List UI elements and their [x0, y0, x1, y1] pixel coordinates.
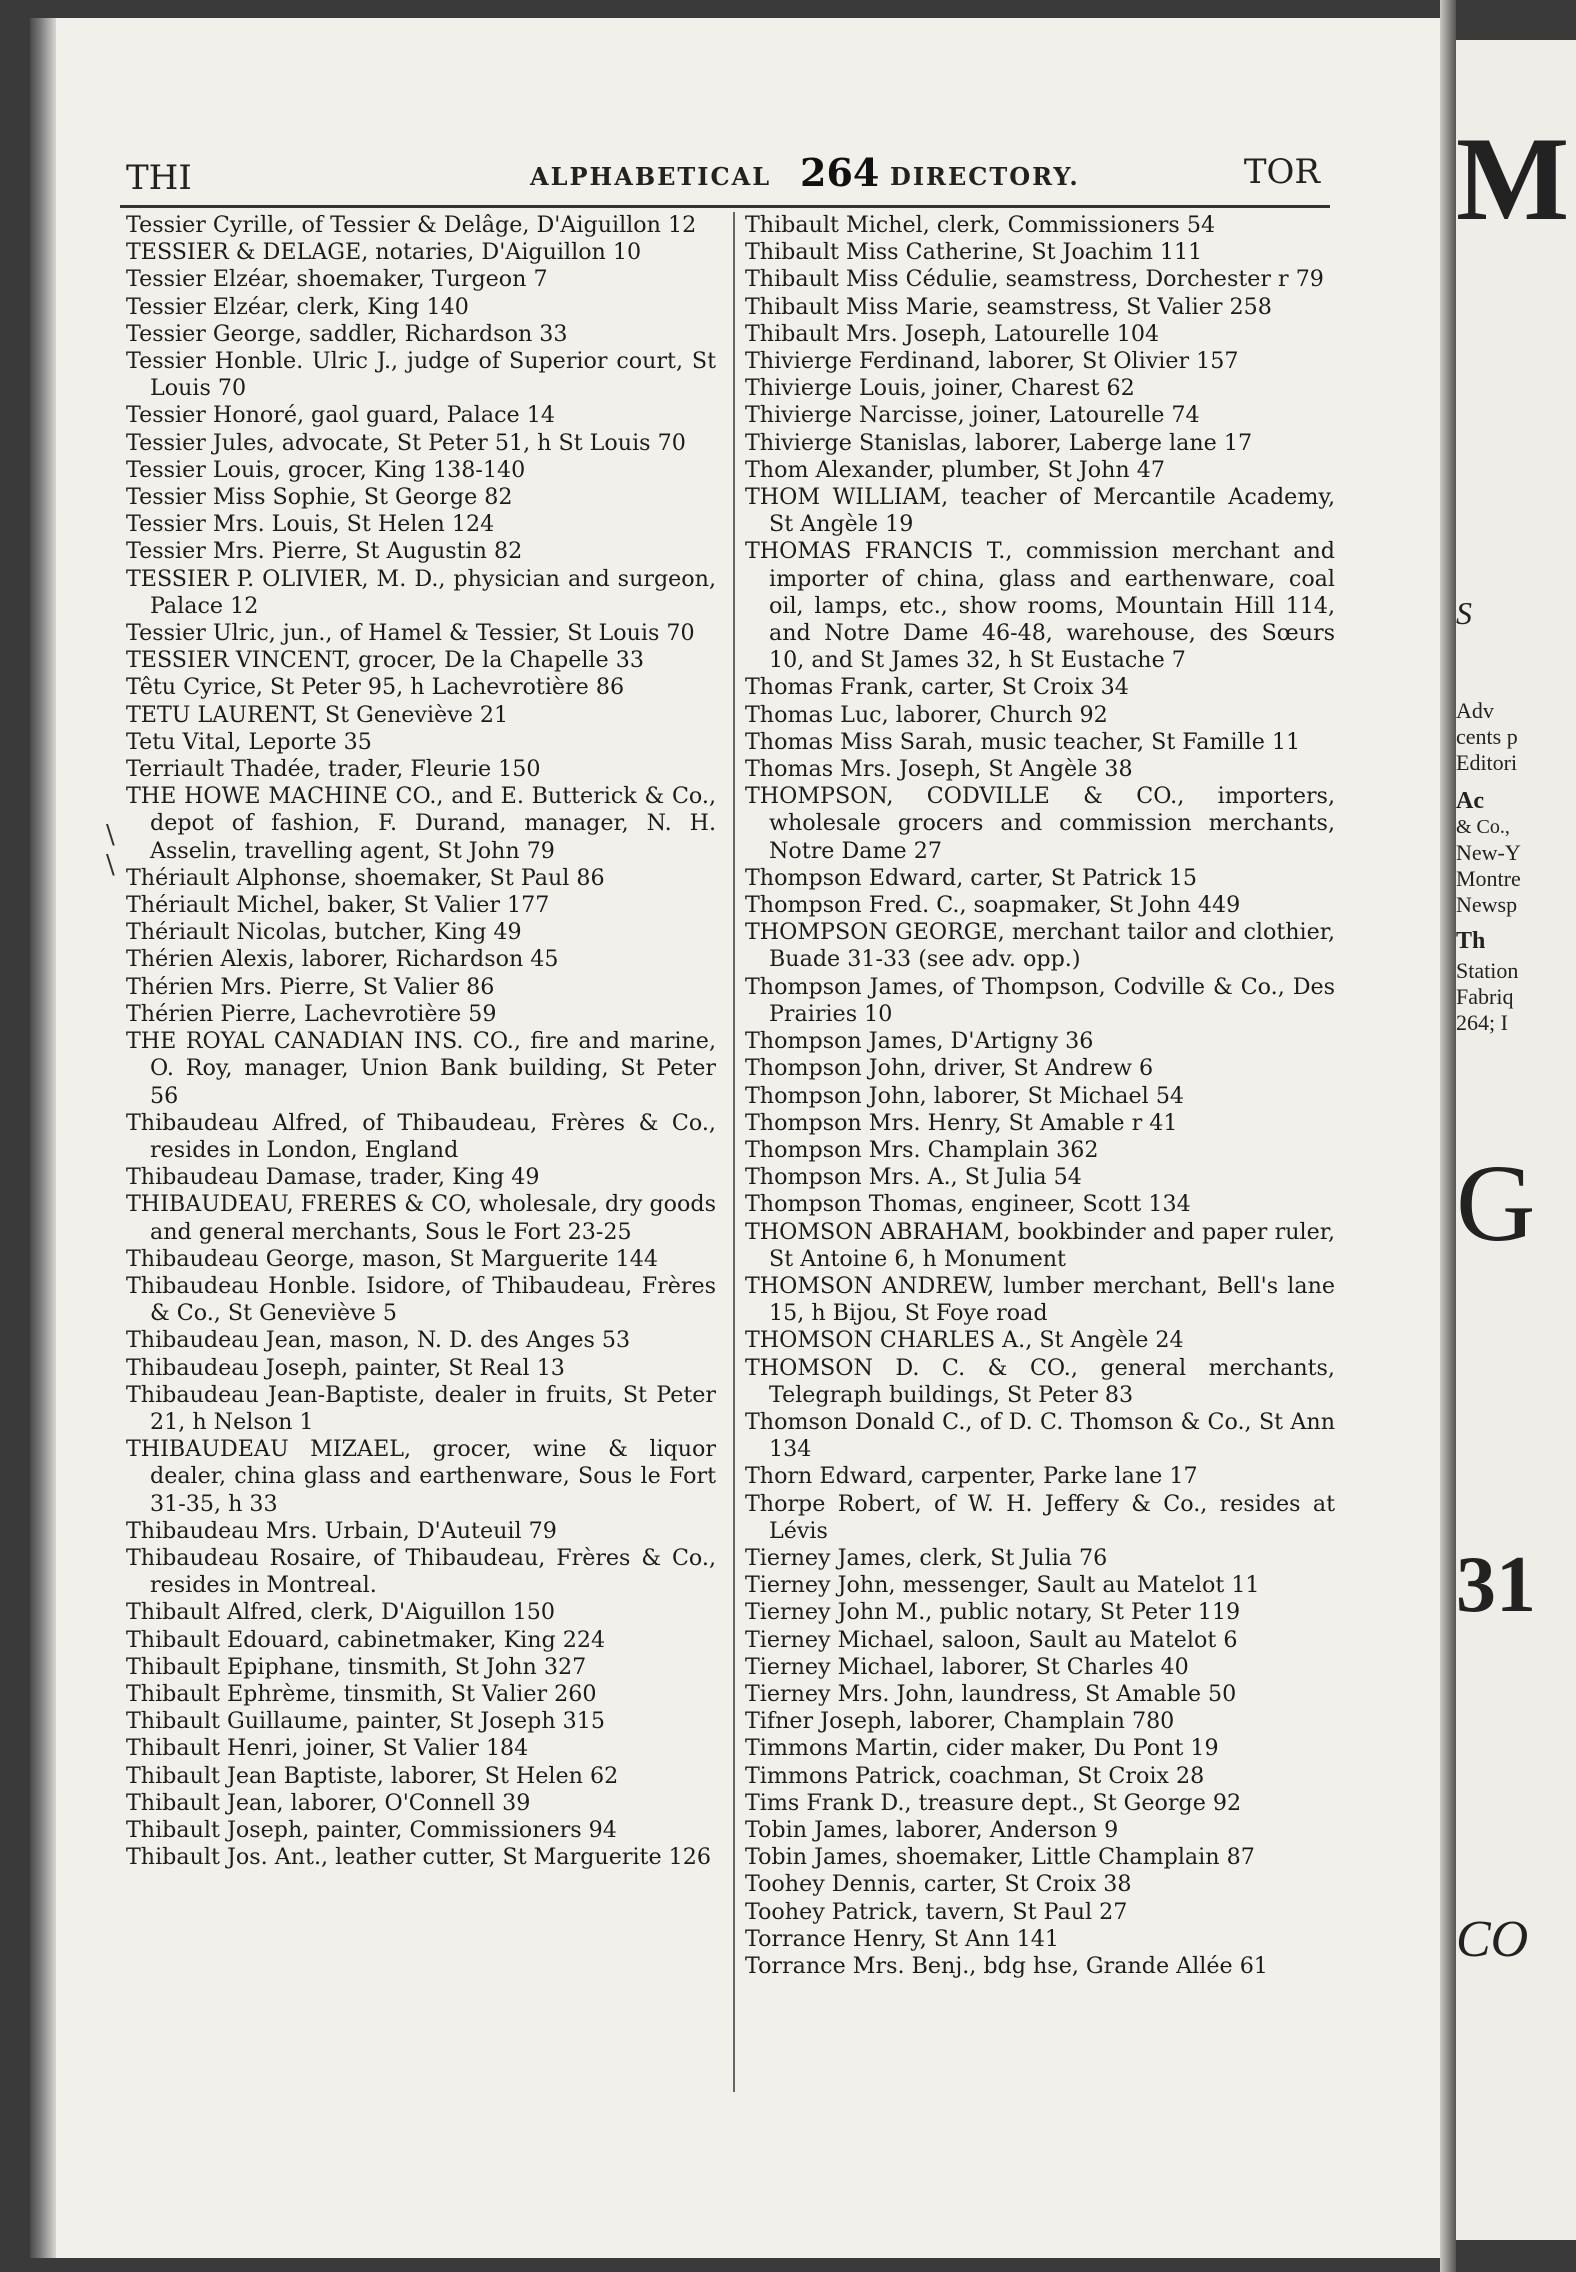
directory-entry: Timmons Patrick, coachman, St Croix 28	[745, 1762, 1205, 1789]
facing-page-text: CO	[1456, 1911, 1529, 1968]
directory-entry: Thivierge Stanislas, laborer, Laberge lane 17	[745, 429, 1253, 456]
page-header	[100, 150, 1330, 200]
directory-entry: Thibault Jos. Ant., leather cutter, St Marguerite 126	[126, 1844, 711, 1871]
directory-entry: Thériault Nicolas, butcher, King 49	[126, 919, 522, 946]
directory-entry: Thibault Miss Marie, seamstress, St Valier 258	[745, 293, 1272, 320]
directory-entry: Timmons Martin, cider maker, Du Pont 19	[745, 1735, 1219, 1762]
right-column	[745, 212, 1335, 1980]
directory-entry: THE HOWE MACHINE CO., and E. Butterick & Co., depot of fashion, F. Durand, manager, N. H. Asselin, travelling agent, St John 79	[126, 783, 716, 864]
directory-entry: Thibaudeau Damase, trader, King 49	[126, 1164, 540, 1191]
directory-entry: THOMSON ABRAHAM, bookbinder and paper ruler, St Antoine 6, h Monument	[745, 1218, 1335, 1272]
directory-entry: Terriault Thadée, trader, Fleurie 150	[126, 756, 541, 783]
directory-entry: THOMSON ANDREW, lumber merchant, Bell's lane 15, h Bijou, St Foye road	[745, 1272, 1335, 1327]
directory-entry: Tessier Louis, grocer, King 138-140	[126, 456, 526, 483]
directory-entry: Thivierge Narcisse, joiner, Latourelle 74	[745, 402, 1200, 429]
directory-entry: Tierney John M., public notary, St Peter 119	[745, 1599, 1241, 1626]
header-title-part2: DIRECTORY.	[890, 162, 1080, 191]
directory-entry: Tessier Mrs. Louis, St Helen 124	[126, 511, 495, 538]
directory-entry: Thomson Donald C., of D. C. Thomson & Co., St Ann 134	[745, 1408, 1335, 1463]
column-divider	[733, 212, 735, 2092]
directory-entry: THOM WILLIAM, teacher of Mercantile Academy, St Angèle 19	[745, 484, 1335, 538]
directory-entry: TESSIER VINCENT, grocer, De la Chapelle 33	[126, 647, 644, 674]
directory-entry: Thibault Jean, laborer, O'Connell 39	[126, 1789, 531, 1816]
directory-entry: Tims Frank D., treasure dept., St George 92	[745, 1789, 1242, 1816]
directory-entry: THE ROYAL CANADIAN INS. CO., fire and marine, O. Roy, manager, Union Bank building, St Peter 56	[126, 1028, 716, 1109]
header-title	[530, 162, 771, 191]
directory-entry: THOMSON CHARLES A., St Angèle 24	[745, 1327, 1184, 1354]
directory-entry: Thibault Miss Catherine, St Joachim 111	[745, 239, 1203, 266]
directory-entry: Thérien Mrs. Pierre, St Valier 86	[126, 973, 495, 1000]
directory-entry: Têtu Cyrice, St Peter 95, h Lachevrotière 86	[126, 674, 625, 701]
directory-entry: Tessier Mrs. Pierre, St Augustin 82	[126, 538, 523, 565]
directory-entry: Thibault Epiphane, tinsmith, St John 327	[126, 1653, 587, 1680]
book-spine	[1440, 0, 1456, 2272]
directory-entry: Tessier Honble. Ulric J., judge of Superior court, St Louis 70	[126, 348, 716, 402]
page-gutter	[30, 18, 56, 2258]
directory-entry: Thompson John, laborer, St Michael 54	[745, 1082, 1185, 1109]
directory-entry: TETU LAURENT, St Geneviève 21	[126, 701, 509, 728]
directory-entry: TESSIER & DELAGE, notaries, D'Aiguillon 10	[126, 239, 642, 266]
directory-entry: Tessier Ulric, jun., of Hamel & Tessier, St Louis 70	[126, 620, 695, 647]
directory-entry: Thibault Joseph, painter, Commissioners 94	[126, 1816, 617, 1843]
directory-entry: Thibault Edouard, cabinetmaker, King 224	[126, 1626, 606, 1653]
directory-entry: Thom Alexander, plumber, St John 47	[745, 456, 1165, 483]
facing-page-text: Ac	[1456, 788, 1484, 814]
directory-entry: THIBAUDEAU, FRERES & CO, wholesale, dry goods and general merchants, Sous le Fort 23-25	[126, 1191, 716, 1245]
header-title-part1: ALPHABETICAL	[530, 162, 772, 191]
directory-entry: Tierney James, clerk, St Julia 76	[745, 1544, 1108, 1571]
directory-entry: Thibault Alfred, clerk, D'Aiguillon 150	[126, 1599, 555, 1626]
facing-page-text: 31	[1456, 1541, 1536, 1629]
directory-entry: TESSIER P. OLIVIER, M. D., physician and surgeon, Palace 12	[126, 565, 716, 619]
directory-entry: THOMPSON GEORGE, merchant tailor and clothier, Buade 31-33 (see adv. opp.)	[745, 919, 1335, 973]
directory-entry: Thorpe Robert, of W. H. Jeffery & Co., resides at Lévis	[745, 1490, 1335, 1544]
directory-entry: Thibaudeau Jean, mason, N. D. des Anges 53	[126, 1327, 631, 1354]
directory-entry: Tetu Vital, Leporte 35	[126, 728, 372, 755]
directory-entry: Tobin James, shoemaker, Little Champlain 87	[745, 1844, 1255, 1871]
directory-entry: Thérien Pierre, Lachevrotière 59	[126, 1000, 497, 1027]
facing-page-text: Adv	[1456, 698, 1494, 723]
directory-entry: Thériault Alphonse, shoemaker, St Paul 86	[126, 864, 605, 891]
directory-entry: Thibault Ephrème, tinsmith, St Valier 260	[126, 1680, 597, 1707]
directory-entry: Thompson Thomas, engineer, Scott 134	[745, 1191, 1191, 1218]
directory-entry: Thompson James, of Thompson, Codville & Co., Des Prairies 10	[745, 973, 1335, 1027]
facing-page-text: Station	[1456, 958, 1519, 983]
facing-page-text: Fabriq	[1456, 984, 1514, 1009]
directory-entry: Thibault Jean Baptiste, laborer, St Helen 62	[126, 1762, 619, 1789]
facing-page-text: & Co.,	[1456, 816, 1510, 838]
facing-page-fragment	[1456, 40, 1576, 2240]
directory-entry: Tessier Elzéar, clerk, King 140	[126, 293, 469, 320]
facing-page-text: Newsp	[1456, 892, 1518, 917]
page-number: 264	[800, 150, 880, 195]
directory-entry: THOMSON D. C. & CO., general merchants, Telegraph buildings, St Peter 83	[745, 1354, 1335, 1408]
directory-entry: Thibault Guillaume, painter, St Joseph 315	[126, 1708, 606, 1735]
directory-entry: Tessier Cyrille, of Tessier & Delâge, D'Aiguillon 12	[126, 212, 697, 238]
directory-entry: Thompson Fred. C., soapmaker, St John 449	[745, 892, 1241, 919]
directory-entry: Thompson James, D'Artigny 36	[745, 1028, 1094, 1055]
directory-entry: Thibault Miss Cédulie, seamstress, Dorchester r 79	[745, 266, 1324, 293]
directory-entry: Thibaudeau Honble. Isidore, of Thibaudeau, Frères & Co., St Geneviève 5	[126, 1272, 716, 1327]
directory-entry: Thibault Henri, joiner, St Valier 184	[126, 1735, 529, 1762]
directory-entry: Thériault Michel, baker, St Valier 177	[126, 892, 550, 919]
header-rule	[120, 205, 1330, 208]
directory-entry: Thompson Mrs. Henry, St Amable r 41	[745, 1109, 1178, 1136]
directory-entry: Thompson Edward, carter, St Patrick 15	[745, 864, 1197, 891]
facing-page-text: Montre	[1456, 866, 1521, 891]
directory-entry: Torrance Henry, St Ann 141	[745, 1925, 1060, 1952]
directory-entry: Thibaudeau Joseph, painter, St Real 13	[126, 1354, 565, 1381]
facing-page-text: G	[1456, 1142, 1536, 1264]
facing-page-text: M	[1456, 112, 1570, 245]
directory-entry: Tierney Michael, laborer, St Charles 40	[745, 1653, 1189, 1680]
directory-entry: THOMPSON, CODVILLE & CO., importers, wholesale grocers and commission merchants, Notre Dame 27	[745, 783, 1335, 864]
directory-entry: Thibaudeau Jean-Baptiste, dealer in fruits, St Peter 21, h Nelson 1	[126, 1381, 716, 1435]
facing-page-text: S	[1456, 595, 1472, 631]
directory-entry: Tobin James, laborer, Anderson 9	[745, 1816, 1119, 1843]
left-column	[126, 212, 716, 1871]
directory-entry: Thompson Mrs. A., St Julia 54	[745, 1164, 1082, 1191]
directory-entry: Tessier Honoré, gaol guard, Palace 14	[126, 402, 555, 429]
directory-entry: THIBAUDEAU MIZAEL, grocer, wine & liquor dealer, china glass and earthenware, Sous le Fort 31-35, h 33	[126, 1436, 716, 1517]
directory-entry: Thomas Mrs. Joseph, St Angèle 38	[745, 756, 1133, 783]
directory-entry: Thompson John, driver, St Andrew 6	[745, 1055, 1154, 1082]
margin-check-mark: \	[106, 850, 115, 880]
directory-entry: Torrance Mrs. Benj., bdg hse, Grande Allée 61	[745, 1953, 1268, 1979]
directory-entry: Tessier Elzéar, shoemaker, Turgeon 7	[126, 266, 548, 293]
directory-entry: Thibault Michel, clerk, Commissioners 54	[745, 212, 1216, 238]
facing-page-text: Th	[1456, 928, 1486, 954]
directory-entry: Thompson Mrs. Champlain 362	[745, 1136, 1099, 1163]
header-left-guide: THI	[126, 158, 192, 198]
directory-entry: Thivierge Ferdinand, laborer, St Olivier 157	[745, 348, 1239, 375]
directory-entry: Tessier Miss Sophie, St George 82	[126, 484, 513, 511]
directory-entry: Thomas Miss Sarah, music teacher, St Famille 11	[745, 728, 1301, 755]
directory-entry: Thorn Edward, carpenter, Parke lane 17	[745, 1463, 1198, 1490]
facing-page-text: Editori	[1456, 750, 1518, 775]
directory-entry: Toohey Dennis, carter, St Croix 38	[745, 1871, 1132, 1898]
directory-entry: Thibaudeau Alfred, of Thibaudeau, Frères & Co., resides in London, England	[126, 1109, 716, 1163]
facing-page-text: 264; I	[1456, 1010, 1508, 1035]
directory-entry: Thibaudeau George, mason, St Marguerite 144	[126, 1245, 658, 1272]
directory-entry: THOMAS FRANCIS T., commission merchant and importer of china, glass and earthenware, coal oil, lamps, etc., show rooms, Mountain Hill 114, and Notre Dame 46-48, warehouse, des Sœurs 10, and St James 32, h St Eustache 7	[745, 538, 1335, 674]
directory-entry: Tierney John, messenger, Sault au Matelot 11	[745, 1572, 1260, 1599]
directory-entry: Thomas Luc, laborer, Church 92	[745, 701, 1108, 728]
facing-page-text: cents p	[1456, 724, 1518, 749]
directory-entry: Tierney Michael, saloon, Sault au Matelot 6	[745, 1626, 1238, 1653]
directory-entry: Tessier Jules, advocate, St Peter 51, h St Louis 70	[126, 429, 686, 456]
directory-entry: Toohey Patrick, tavern, St Paul 27	[745, 1898, 1128, 1925]
directory-entry: Tessier George, saddler, Richardson 33	[126, 320, 568, 347]
directory-entry: Thibaudeau Mrs. Urbain, D'Auteuil 79	[126, 1517, 557, 1544]
margin-check-mark: \	[106, 820, 115, 850]
directory-entry: Tierney Mrs. John, laundress, St Amable 50	[745, 1680, 1237, 1707]
header-right-guide: TOR	[1243, 152, 1320, 192]
directory-entry: Thivierge Louis, joiner, Charest 62	[745, 375, 1135, 402]
directory-entry: Thibaudeau Rosaire, of Thibaudeau, Frères & Co., resides in Montreal.	[126, 1544, 716, 1599]
facing-page-text: New-Y	[1456, 840, 1521, 865]
directory-entry: Thibault Mrs. Joseph, Latourelle 104	[745, 320, 1160, 347]
directory-entry: Thérien Alexis, laborer, Richardson 45	[126, 946, 559, 973]
directory-entry: Thomas Frank, carter, St Croix 34	[745, 674, 1129, 701]
directory-entry: Tifner Joseph, laborer, Champlain 780	[745, 1708, 1175, 1735]
